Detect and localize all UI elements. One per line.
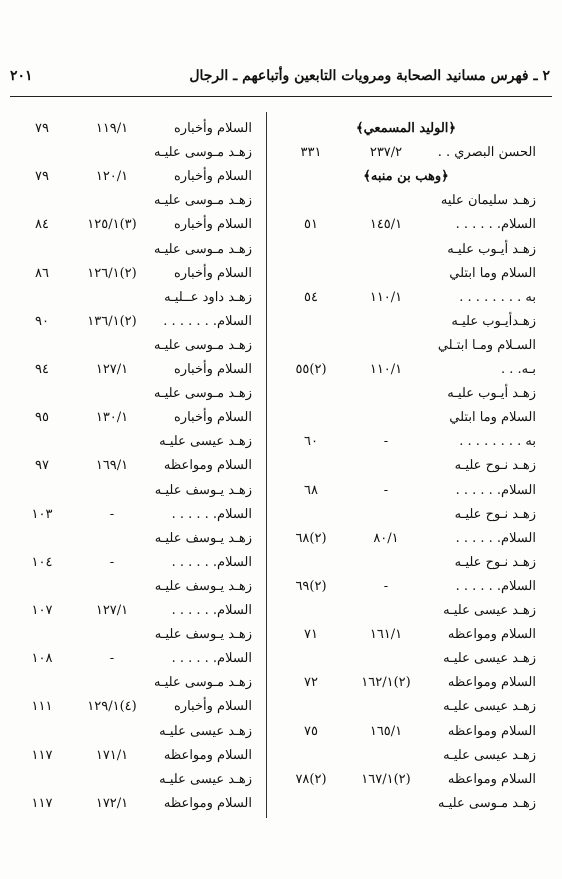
- item-number: ٩٠: [35, 313, 49, 329]
- volume-page-ref: ١١٩/١: [95, 121, 129, 136]
- volume-page-ref: -: [383, 482, 389, 498]
- item-number: ١١٧: [31, 747, 53, 763]
- entry-text: زهـد مـوسى عليـه: [153, 193, 252, 209]
- entry-text: زهـد يـوسف عليـه: [154, 627, 252, 643]
- item-number: ١٠٨: [31, 651, 53, 667]
- entry-text: السلام ومواعظه: [447, 771, 536, 787]
- index-line: [276, 748, 536, 770]
- index-line: [276, 507, 536, 529]
- index-entry: [14, 169, 252, 191]
- item-number: ١١١: [31, 699, 53, 715]
- index-entry: [276, 483, 536, 505]
- entry-text: السلام. . . . . .: [171, 651, 252, 667]
- page-header: [10, 68, 550, 90]
- index-entry: [276, 362, 536, 384]
- index-entry: [276, 290, 536, 312]
- index-entry: [14, 410, 252, 432]
- index-line: [276, 266, 536, 288]
- index-entry: [276, 145, 536, 167]
- entry-text: السلام. . . . . .: [171, 603, 252, 618]
- item-number: ٩٥: [35, 410, 49, 426]
- entry-text: زهـد عيسى عليـه: [443, 651, 536, 667]
- entry-text: السلام وأخباره: [173, 362, 252, 377]
- index-line: [14, 338, 252, 360]
- index-line: [14, 290, 252, 312]
- index-line: [14, 483, 252, 505]
- index-entry: [14, 555, 252, 577]
- volume-page-ref: ١٧١/١: [95, 747, 129, 763]
- entry-text: السلام وما ابتلي: [449, 410, 536, 426]
- index-line: [14, 145, 252, 167]
- index-heading: [276, 121, 536, 143]
- index-line: [276, 699, 536, 721]
- entry-text: زهـد أيـوب عليـه: [447, 241, 536, 257]
- entry-text: زهـد عيسى عليـه: [443, 603, 536, 618]
- volume-page-ref: ١٦٩/١: [95, 458, 129, 474]
- index-line: [14, 675, 252, 697]
- entry-text: السلام وأخباره: [173, 217, 252, 233]
- index-line: [14, 242, 252, 264]
- entry-text: زهـد نـوح عليـه: [454, 506, 536, 522]
- entry-text: السـلام ومـا ابتـلي: [437, 337, 536, 353]
- volume-page-ref: ١٤٥/١: [369, 217, 403, 233]
- volume-page-ref: (٣)١٢٥/١: [87, 217, 137, 233]
- index-entry: [14, 796, 252, 818]
- entry-text: زهـد مـوسى عليـه: [153, 675, 252, 691]
- index-entry: [276, 675, 536, 697]
- entry-text: السلام. . . . . .: [171, 554, 252, 570]
- index-line: [276, 603, 536, 625]
- entry-text: السلام ومواعظه: [447, 675, 536, 691]
- index-line: [276, 555, 536, 577]
- index-entry: [14, 362, 252, 384]
- index-line: [276, 410, 536, 432]
- item-number: (٢)٥٥: [295, 362, 327, 377]
- volume-page-ref: (٢)١٦٧/١: [361, 771, 411, 787]
- entry-text: زهـدأيـوب عليـه: [451, 313, 536, 329]
- index-entry: [14, 507, 252, 529]
- volume-page-ref: (٤)١٢٩/١: [87, 699, 137, 715]
- index-entry: [276, 579, 536, 601]
- entry-text: السلام. . . . . . .: [163, 313, 252, 329]
- entry-text: زهـد مـوسى عليـه: [437, 795, 536, 811]
- volume-page-ref: ١٦٥/١: [369, 723, 403, 739]
- volume-page-ref: ١١٠/١: [369, 362, 403, 377]
- index-line: [276, 796, 536, 818]
- item-number: ٧٢: [304, 675, 318, 691]
- volume-page-ref: (٢)١٣٦/١: [87, 313, 137, 329]
- volume-page-ref: ٨٠/١: [373, 530, 399, 546]
- index-entry: [14, 458, 252, 480]
- item-number: ٥١: [304, 217, 318, 233]
- item-number: ٧١: [304, 627, 318, 643]
- entry-text: السلام ومواعظه: [163, 747, 252, 763]
- entry-text: زهـد مـوسى عليـه: [153, 337, 252, 353]
- volume-page-ref: ١٢٧/١: [95, 362, 129, 377]
- entry-text: السلام ومواعظه: [163, 458, 252, 474]
- index-line: [276, 651, 536, 673]
- volume-page-ref: -: [109, 554, 115, 570]
- entry-text: السلام. . . . . .: [455, 578, 536, 594]
- entry-text: زهـد داود عــليـه: [164, 289, 252, 305]
- entry-text: بـه. . .: [500, 362, 536, 377]
- entry-text: السلام. . . . . .: [455, 217, 536, 233]
- entry-text: السلام. . . . . .: [171, 506, 252, 522]
- entry-text: زهـد سليمان عليه: [440, 193, 536, 209]
- index-entry: [14, 603, 252, 625]
- index-line: [14, 434, 252, 456]
- entry-text: السلام ومواعظه: [163, 795, 252, 811]
- index-line: [276, 314, 536, 336]
- item-number: ١١٧: [31, 795, 53, 811]
- volume-page-ref: ١٦١/١: [369, 627, 403, 643]
- item-number: ٩٤: [35, 362, 49, 377]
- entry-text: السلام. . . . . .: [455, 482, 536, 498]
- index-entry: [14, 121, 252, 143]
- item-number: ٧٥: [304, 723, 318, 739]
- index-line: [276, 458, 536, 480]
- entry-text: به . . . . . . . .: [459, 434, 536, 450]
- volume-page-ref: ١٧٢/١: [95, 795, 129, 811]
- volume-page-ref: (٢)١٢٦/١: [87, 265, 137, 281]
- item-number: ٨٤: [35, 217, 49, 233]
- index-entry: [276, 627, 536, 649]
- running-title: ٢ ـ فهرس مسانيد الصحابة ومرويات التابعين وأتباعهم ـ الرجال: [189, 68, 550, 84]
- entry-text: زهـد نـوح عليـه: [454, 554, 536, 570]
- entry-text: زهـد مـوسى عليـه: [153, 241, 252, 257]
- index-line: [276, 338, 536, 360]
- entry-text: السلام. . . . . .: [455, 530, 536, 546]
- item-number: (٢)٦٩: [295, 578, 327, 594]
- volume-page-ref: -: [383, 578, 389, 594]
- entry-text: زهـد عيسى عليـه: [443, 699, 536, 715]
- index-entry: [276, 724, 536, 746]
- index-line: [276, 386, 536, 408]
- index-entry: [276, 531, 536, 553]
- volume-page-ref: ١٢٧/١: [95, 603, 129, 618]
- entry-text: زهـد يـوسف عليـه: [154, 530, 252, 546]
- volume-page-ref: ١٣٠/١: [95, 410, 129, 426]
- entry-text: به . . . . . . . .: [459, 289, 536, 305]
- entry-text: زهـد عيسى عليـه: [443, 747, 536, 763]
- entry-text: السلام ومواعظه: [447, 627, 536, 643]
- volume-page-ref: -: [109, 651, 115, 667]
- entry-text: الحسن البصري . .: [437, 145, 536, 161]
- index-entry: [14, 217, 252, 239]
- item-number: ١٠٤: [31, 554, 53, 570]
- index-line: [14, 627, 252, 649]
- item-number: ٥٤: [304, 289, 318, 305]
- index-line: [14, 386, 252, 408]
- entry-text: السلام وأخباره: [173, 121, 252, 136]
- index-entry: [14, 699, 252, 721]
- index-line: [14, 193, 252, 215]
- index-line: [276, 193, 536, 215]
- item-number: ٦٨: [304, 482, 318, 498]
- item-number: (٢)٧٨: [295, 771, 327, 787]
- index-line: [14, 772, 252, 794]
- index-entry: [276, 217, 536, 239]
- entry-text: زهـد أيـوب عليـه: [447, 386, 536, 402]
- entry-text: السلام وأخباره: [173, 169, 252, 185]
- page-number: ٢٠١: [10, 68, 33, 84]
- volume-page-ref: -: [383, 434, 389, 450]
- item-number: ٩٧: [35, 458, 49, 474]
- item-number: ٧٩: [35, 169, 49, 185]
- item-number: ١٠٧: [31, 603, 53, 618]
- entry-text: زهـد عيسى عليـه: [159, 434, 252, 450]
- index-entry: [14, 266, 252, 288]
- entry-text: السلام وما ابتلي: [449, 265, 536, 281]
- volume-page-ref: -: [109, 506, 115, 522]
- header-rule: [10, 96, 552, 97]
- index-line: [14, 724, 252, 746]
- item-number: ٨٦: [35, 265, 49, 281]
- index-entry: [276, 772, 536, 794]
- item-number: ٣٣١: [300, 145, 322, 161]
- entry-text: السلام ومواعظه: [447, 723, 536, 739]
- index-heading: [276, 169, 536, 191]
- entry-text: السلام وأخباره: [173, 410, 252, 426]
- index-line: [14, 531, 252, 553]
- index-entry: [14, 314, 252, 336]
- entry-text: زهـد مـوسى عليـه: [153, 386, 252, 402]
- index-entry: [14, 748, 252, 770]
- volume-page-ref: (٢)١٦٢/١: [361, 675, 411, 691]
- entry-text: زهـد مـوسى عليـه: [153, 145, 252, 161]
- volume-page-ref: ٢٣٧/٢: [369, 145, 403, 161]
- heading-text: ﴿الوليد المسمعي﴾: [355, 121, 457, 136]
- item-number: ١٠٣: [31, 506, 53, 522]
- index-entry: [276, 434, 536, 456]
- entry-text: السلام وأخباره: [173, 699, 252, 715]
- entry-text: زهـد نـوح عليـه: [454, 458, 536, 474]
- index-line: [276, 242, 536, 264]
- item-number: ٧٩: [35, 121, 49, 136]
- entry-text: زهـد يـوسف عليـه: [154, 578, 252, 594]
- item-number: (٢)٦٨: [295, 530, 327, 546]
- entry-text: زهـد عيسى عليـه: [159, 723, 252, 739]
- item-number: ٦٠: [304, 434, 318, 450]
- entry-text: زهـد يـوسف عليـه: [154, 482, 252, 498]
- entry-text: زهـد عيسى عليـه: [159, 771, 252, 787]
- entry-text: السلام وأخباره: [173, 265, 252, 281]
- volume-page-ref: ١٢٠/١: [95, 169, 129, 185]
- column-divider: [266, 112, 267, 818]
- heading-text: ﴿وهب بن منبه﴾: [363, 169, 449, 185]
- index-entry: [14, 651, 252, 673]
- index-line: [14, 579, 252, 601]
- volume-page-ref: ١١٠/١: [369, 289, 403, 305]
